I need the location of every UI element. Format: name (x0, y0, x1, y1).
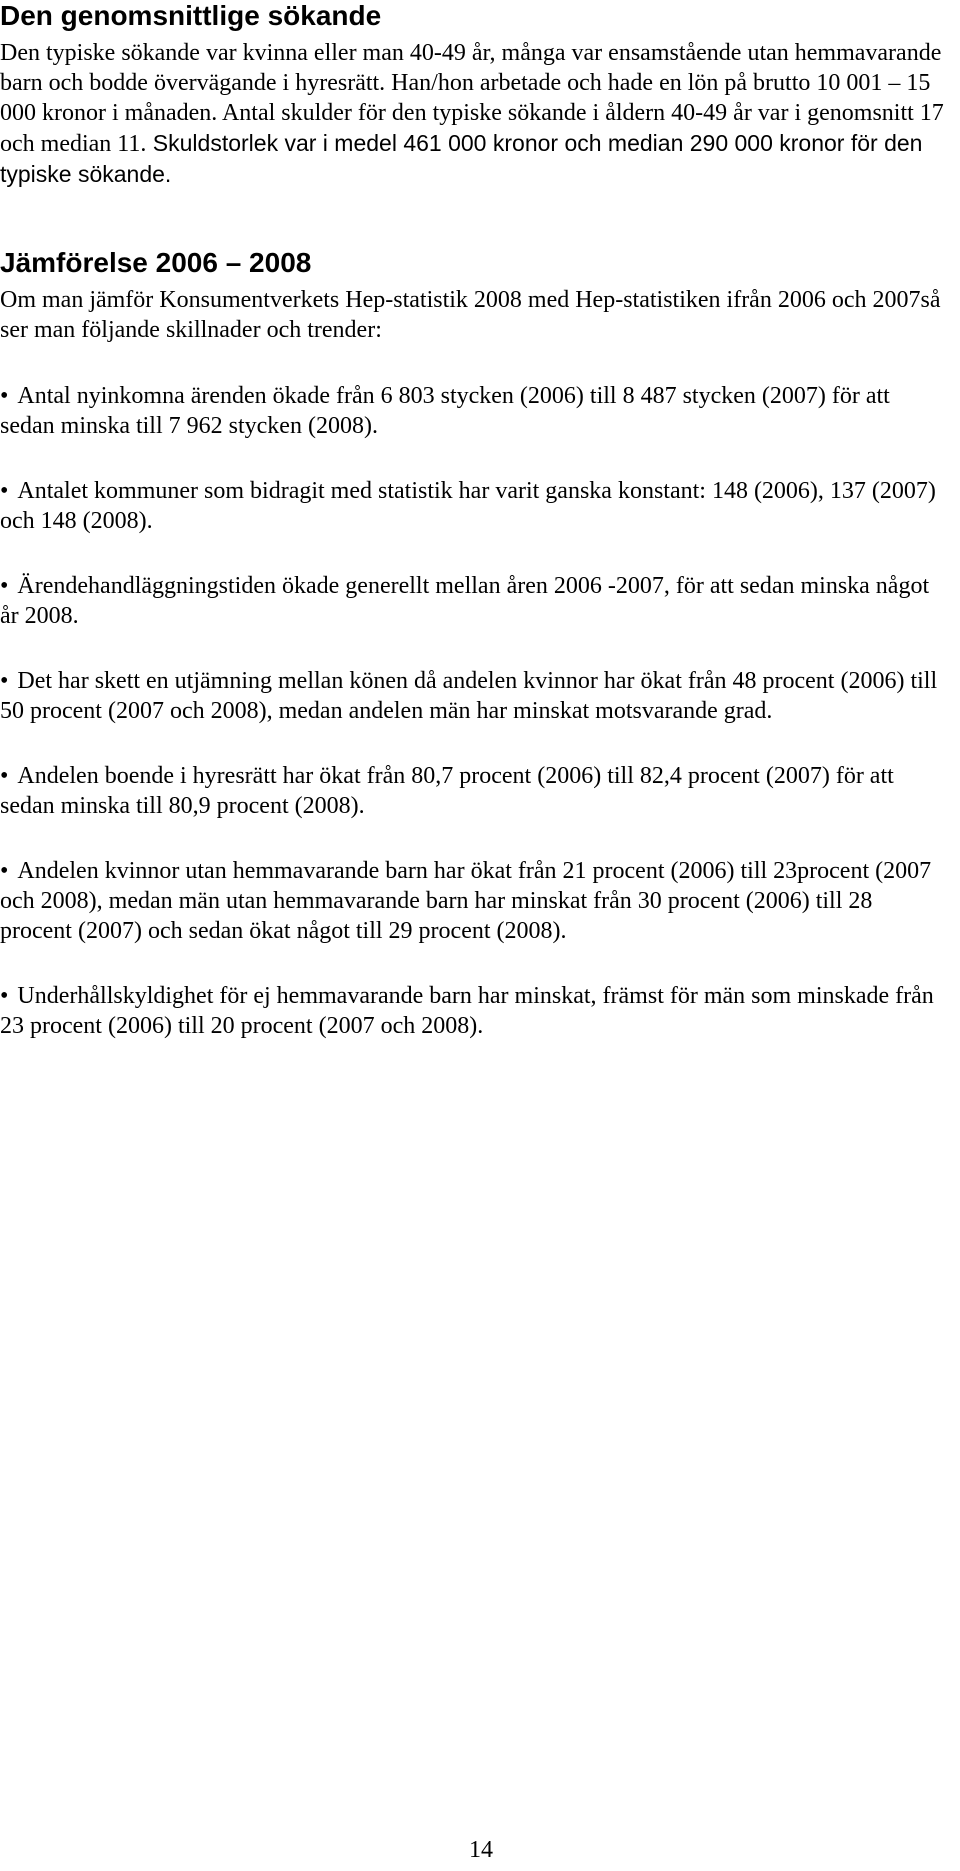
list-item (0, 856, 950, 946)
bullet-icon: • (0, 763, 9, 789)
bullet-icon: • (0, 478, 9, 504)
list-item-text: Andelen kvinnor utan hemmavarande barn har ökat från 21 procent (2006) till 23procent (2007 och 2008), medan män utan hemmavarande barn har minskat från 30 procent (2006) till 28 procent (2007) och sedan ökat något till 29 procent (2008). (0, 858, 932, 944)
list-item (0, 476, 950, 536)
bullet-icon: • (0, 573, 9, 599)
comparison-intro-paragraph: Om man jämför Konsumentverkets Hep-statistik 2008 med Hep-statistiken ifrån 2006 och 2007så ser man följande skillnader och trender: (0, 287, 941, 343)
typical-applicant-paragraph (0, 38, 950, 190)
section-title-typical-applicant: Den genomsnittlige sökande (0, 0, 382, 31)
bullet-icon: • (0, 858, 9, 884)
page-number: 14 (469, 1837, 493, 1863)
list-item-text: Antalet kommuner som bidragit med statistik har varit ganska konstant: 148 (2006), 137 (2007) och 148 (2008). (0, 478, 936, 534)
list-item (0, 761, 950, 821)
list-item (0, 666, 950, 726)
typical-applicant-text-serif: Den typiske sökande var kvinna eller man 40-49 år, många var ensamstående utan hemmavarande barn och bodde övervägande i hyresrätt. Han/hon arbetade och hade en lön på brutto 10 001 – 15 000 kronor i månaden. Antal skulder för den typiske sökande i åldern 40-49 år var i genomsnitt 17 och median 11. (0, 40, 944, 157)
bullet-icon: • (0, 668, 9, 694)
typical-applicant-text-sans: Skuldstorlek var i medel 461 000 kronor och median 290 000 kronor för den typiske sökande. (0, 130, 923, 187)
comparison-bullet-list (0, 381, 950, 1041)
list-item (0, 571, 950, 631)
list-item (0, 381, 950, 441)
list-item-text: Antal nyinkomna ärenden ökade från 6 803 stycken (2006) till 8 487 stycken (2007) för att sedan minska till 7 962 stycken (2008). (0, 383, 890, 439)
list-item-text: Andelen boende i hyresrätt har ökat från 80,7 procent (2006) till 82,4 procent (2007) för att sedan minska till 80,9 procent (2008). (0, 763, 894, 819)
list-item-text: Det har skett en utjämning mellan könen då andelen kvinnor har ökat från 48 procent (2006) till 50 procent (2007 och 2008), medan andelen män har minskat motsvarande grad. (0, 668, 938, 724)
section-title-comparison: Jämförelse 2006 – 2008 (0, 247, 312, 278)
list-item (0, 981, 950, 1041)
list-item-text: Ärendehandläggningstiden ökade generellt mellan åren 2006 -2007, för att sedan minska något år 2008. (0, 573, 930, 629)
list-item-text: Underhållskyldighet för ej hemmavarande barn har minskat, främst för män som minskade från 23 procent (2006) till 20 procent (2007 och 2008). (0, 983, 934, 1039)
bullet-icon: • (0, 983, 9, 1009)
bullet-icon: • (0, 383, 9, 409)
